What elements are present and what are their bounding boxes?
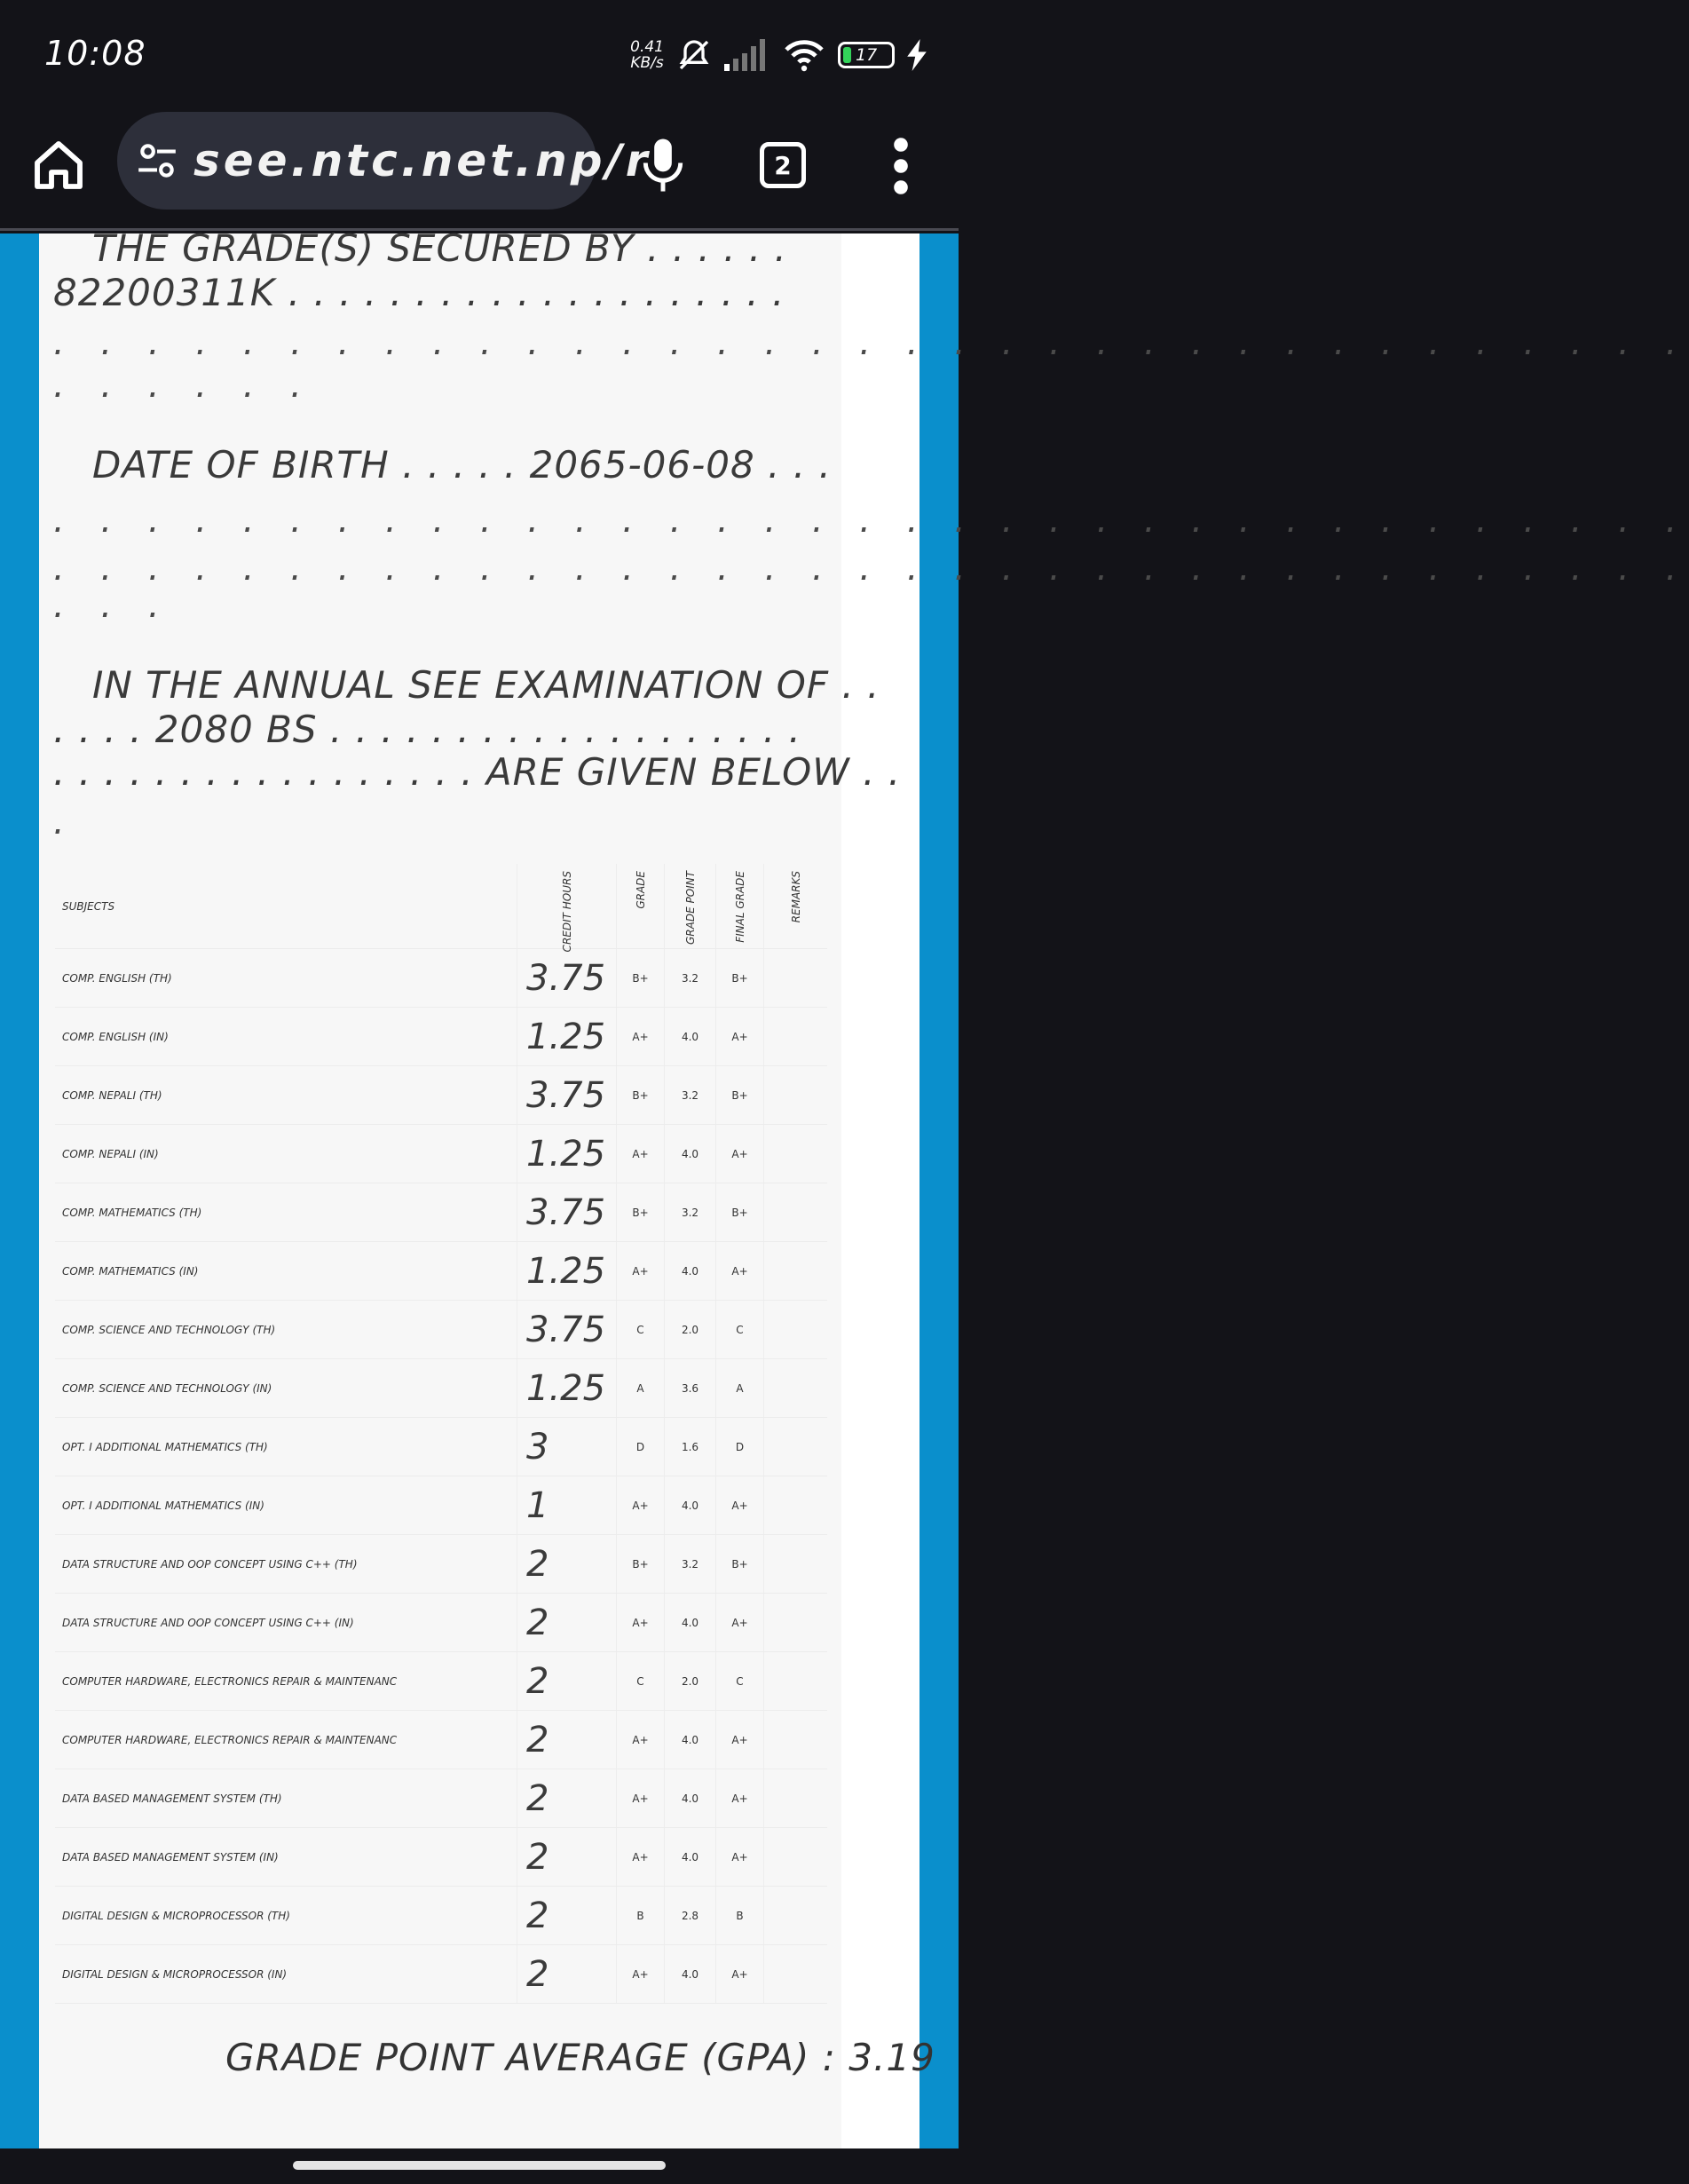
table-body <box>55 949 827 2004</box>
credit-hours-cell: 2 <box>517 1535 616 1593</box>
gpa-summary: GRADE POINT AVERAGE (GPA) : 3.19 <box>225 2036 935 2079</box>
url-text[interactable]: see.ntc.net.np/r <box>193 135 651 186</box>
subject-cell: COMP. SCIENCE AND TECHNOLOGY (TH) <box>62 1323 276 1336</box>
credit-hours-cell: 1.25 <box>517 1125 616 1183</box>
grade-cell: D <box>616 1418 664 1476</box>
final-grade-cell: A+ <box>715 1242 763 1300</box>
grade-point-cell: 4.0 <box>664 1242 715 1300</box>
final-grade-cell: B <box>715 1887 763 1944</box>
final-grade-cell: B+ <box>715 1183 763 1241</box>
symbol-number-line: 82200311K . . . . . . . . . . . . . . . . . . . . <box>53 271 785 314</box>
charging-bolt-icon <box>907 39 927 71</box>
home-icon[interactable] <box>30 137 87 194</box>
remarks-cell <box>763 1594 827 1651</box>
remarks-cell <box>763 1828 827 1886</box>
subject-cell: COMP. ENGLISH (IN) <box>62 1030 169 1043</box>
grade-cell: B <box>616 1887 664 1944</box>
grade-cell: B+ <box>616 1183 664 1241</box>
subject-cell: DATA BASED MANAGEMENT SYSTEM (IN) <box>62 1850 279 1864</box>
final-grade-cell: A+ <box>715 1769 763 1827</box>
credit-hours-cell: 3.75 <box>517 1301 616 1358</box>
table-row <box>55 949 827 1008</box>
grade-point-cell: 1.6 <box>664 1418 715 1476</box>
subject-cell: COMP. ENGLISH (TH) <box>62 971 172 985</box>
remarks-cell <box>763 1301 827 1358</box>
credit-hours-cell: 2 <box>517 1769 616 1827</box>
header-subjects: SUBJECTS <box>62 899 115 913</box>
dots-line: . . . . . . . . . . . . . . . . . . . . . . . . . . . . . . . . . . . <box>53 322 1689 363</box>
subject-cell: OPT. I ADDITIONAL MATHEMATICS (TH) <box>62 1440 268 1453</box>
grade-point-cell: 2.8 <box>664 1887 715 1944</box>
header-grade-point-cell <box>664 864 715 948</box>
signal-icon <box>724 39 770 71</box>
final-grade-cell: B+ <box>715 1066 763 1124</box>
dots-line: . . . . . . . . . . . . . . . . . . . . . . . . . . . . . . . . . . . <box>53 500 1689 541</box>
remarks-cell <box>763 1652 827 1710</box>
date-of-birth-line: DATE OF BIRTH . . . . . 2065-06-08 . . . <box>92 443 832 487</box>
notifications-off-icon <box>676 37 712 73</box>
table-row <box>55 1418 827 1476</box>
subject-cell: DIGITAL DESIGN & MICROPROCESSOR (IN) <box>62 1967 288 1981</box>
subject-cell: DATA STRUCTURE AND OOP CONCEPT USING C++ (IN) <box>62 1616 354 1629</box>
subject-cell: DIGITAL DESIGN & MICROPROCESSOR (TH) <box>62 1909 290 1922</box>
credit-hours-cell: 2 <box>517 1711 616 1769</box>
final-grade-cell: A+ <box>715 1711 763 1769</box>
grade-point-cell: 2.0 <box>664 1652 715 1710</box>
credit-hours-cell: 1.25 <box>517 1008 616 1065</box>
dots-line: . <box>53 802 77 843</box>
page-info-icon[interactable] <box>135 138 179 183</box>
tab-count: 2 <box>774 150 792 180</box>
remarks-cell <box>763 1359 827 1417</box>
table-row <box>55 1769 827 1828</box>
final-grade-cell: A+ <box>715 1008 763 1065</box>
dots-line: . . . <box>53 585 172 626</box>
header-grade-cell <box>616 864 664 948</box>
remarks-cell <box>763 1242 827 1300</box>
grade-point-cell: 4.0 <box>664 1008 715 1065</box>
final-grade-cell: C <box>715 1652 763 1710</box>
credit-hours-cell: 3 <box>517 1418 616 1476</box>
table-row <box>55 1008 827 1066</box>
header-final-grade-cell <box>715 864 763 948</box>
grade-cell: A <box>616 1359 664 1417</box>
system-navigation-bar <box>0 2148 959 2184</box>
header-grade: GRADE <box>634 871 647 909</box>
table-header-row <box>55 864 827 953</box>
table-row <box>55 1887 827 1945</box>
grade-point-cell: 4.0 <box>664 1828 715 1886</box>
remarks-cell <box>763 1066 827 1124</box>
remarks-cell <box>763 1125 827 1183</box>
remarks-cell <box>763 1418 827 1476</box>
remarks-cell <box>763 949 827 1007</box>
credit-hours-cell: 1.25 <box>517 1359 616 1417</box>
header-final-grade: FINAL GRADE <box>733 871 746 943</box>
status-time: 10:08 <box>44 34 146 73</box>
credit-hours-cell: 2 <box>517 1887 616 1944</box>
grade-point-cell: 3.6 <box>664 1359 715 1417</box>
result-card <box>39 226 1689 2148</box>
subject-cell: COMP. NEPALI (TH) <box>62 1088 162 1102</box>
network-speed-value: 0.41 <box>630 38 664 56</box>
remarks-cell <box>763 1008 827 1065</box>
credit-hours-cell: 2 <box>517 1594 616 1651</box>
table-row <box>55 1945 827 2004</box>
network-speed <box>630 39 664 71</box>
table-row <box>55 1828 827 1887</box>
credit-hours-cell: 1.25 <box>517 1242 616 1300</box>
battery-fill <box>843 47 851 63</box>
table-row <box>55 1301 827 1359</box>
grade-cell: A+ <box>616 1008 664 1065</box>
grade-cell: A+ <box>616 1594 664 1651</box>
wifi-icon <box>783 37 825 73</box>
subject-cell: DATA BASED MANAGEMENT SYSTEM (TH) <box>62 1792 282 1805</box>
subject-cell: OPT. I ADDITIONAL MATHEMATICS (IN) <box>62 1499 264 1512</box>
tab-switcher-button[interactable] <box>760 142 806 188</box>
subject-cell: COMP. SCIENCE AND TECHNOLOGY (IN) <box>62 1381 272 1395</box>
status-icons <box>630 36 927 75</box>
table-row <box>55 1652 827 1711</box>
exam-year-line: . . . . 2080 BS . . . . . . . . . . . . . . . . . . . <box>53 708 801 751</box>
final-grade-cell: A+ <box>715 1125 763 1183</box>
grade-point-cell: 3.2 <box>664 1066 715 1124</box>
final-grade-cell: B+ <box>715 949 763 1007</box>
microphone-icon[interactable] <box>641 137 685 194</box>
grade-cell: A+ <box>616 1945 664 2003</box>
grade-cell: C <box>616 1301 664 1358</box>
subject-cell: COMP. MATHEMATICS (TH) <box>62 1206 202 1219</box>
subject-cell: COMP. NEPALI (IN) <box>62 1147 159 1160</box>
subject-cell: DATA STRUCTURE AND OOP CONCEPT USING C++ (TH) <box>62 1557 358 1571</box>
credit-hours-cell: 2 <box>517 1945 616 2003</box>
grade-cell: A+ <box>616 1828 664 1886</box>
header-remarks: REMARKS <box>789 871 802 923</box>
given-below-line: . . . . . . . . . . . . . . . . . ARE GIVEN BELOW . . <box>53 750 902 794</box>
credit-hours-cell: 3.75 <box>517 949 616 1007</box>
grade-table <box>55 864 827 2004</box>
credit-hours-cell: 2 <box>517 1652 616 1710</box>
grade-point-cell: 4.0 <box>664 1711 715 1769</box>
subject-cell: COMPUTER HARDWARE, ELECTRONICS REPAIR & MAINTENANC <box>62 1674 398 1688</box>
remarks-cell <box>763 1183 827 1241</box>
credit-hours-cell: 2 <box>517 1828 616 1886</box>
grade-point-cell: 4.0 <box>664 1125 715 1183</box>
grade-cell: A+ <box>616 1476 664 1534</box>
web-page[interactable] <box>0 226 1689 2148</box>
remarks-cell <box>763 1711 827 1769</box>
subject-cell: COMPUTER HARDWARE, ELECTRONICS REPAIR & MAINTENANC <box>62 1733 398 1746</box>
grade-point-cell: 4.0 <box>664 1476 715 1534</box>
remarks-cell <box>763 1535 827 1593</box>
final-grade-cell: A <box>715 1359 763 1417</box>
table-row <box>55 1242 827 1301</box>
grade-cell: A+ <box>616 1125 664 1183</box>
network-speed-unit: KB/s <box>630 54 664 72</box>
final-grade-cell: D <box>715 1418 763 1476</box>
grade-cell: A+ <box>616 1769 664 1827</box>
remarks-cell <box>763 1887 827 1944</box>
table-row <box>55 1594 827 1652</box>
grade-cell: B+ <box>616 1535 664 1593</box>
url-bar[interactable] <box>117 112 651 210</box>
final-grade-cell: A+ <box>715 1594 763 1651</box>
header-remarks-cell <box>763 864 827 948</box>
dots-line: . . . . . . <box>53 365 314 406</box>
battery-indicator <box>838 42 895 68</box>
credit-hours-cell: 3.75 <box>517 1183 616 1241</box>
final-grade-cell: A+ <box>715 1476 763 1534</box>
remarks-cell <box>763 1769 827 1827</box>
subject-cell: COMP. MATHEMATICS (IN) <box>62 1264 199 1278</box>
grade-cell: C <box>616 1652 664 1710</box>
header-credit-hours-cell <box>517 864 616 953</box>
remarks-cell <box>763 1945 827 2003</box>
battery-level: 17 <box>856 45 878 65</box>
credit-hours-cell: 3.75 <box>517 1066 616 1124</box>
grade-point-cell: 3.2 <box>664 1183 715 1241</box>
table-row <box>55 1183 827 1242</box>
grade-point-cell: 4.0 <box>664 1769 715 1827</box>
grade-point-cell: 2.0 <box>664 1301 715 1358</box>
status-bar <box>0 0 959 107</box>
dots-line: . . . . . . . . . . . . . . . . . . . . . . . . . . . . . . . . . . . <box>53 548 1689 589</box>
table-row <box>55 1125 827 1183</box>
exam-line: IN THE ANNUAL SEE EXAMINATION OF . . <box>92 663 880 707</box>
grade-point-cell: 4.0 <box>664 1945 715 2003</box>
more-vert-icon[interactable] <box>888 137 914 195</box>
browser-toolbar <box>0 107 959 231</box>
grade-cell: B+ <box>616 949 664 1007</box>
grade-secured-line: THE GRADE(S) SECURED BY . . . . . . <box>92 226 787 270</box>
table-row <box>55 1476 827 1535</box>
grade-point-cell: 4.0 <box>664 1594 715 1651</box>
header-grade-point: GRADE POINT <box>683 871 697 946</box>
gesture-handle[interactable] <box>293 2161 666 2170</box>
final-grade-cell: A+ <box>715 1945 763 2003</box>
grade-point-cell: 3.2 <box>664 949 715 1007</box>
header-credit-hours: CREDIT HOURS <box>560 871 573 953</box>
table-row <box>55 1359 827 1418</box>
grade-cell: B+ <box>616 1066 664 1124</box>
remarks-cell <box>763 1476 827 1534</box>
final-grade-cell: C <box>715 1301 763 1358</box>
final-grade-cell: A+ <box>715 1828 763 1886</box>
grade-point-cell: 3.2 <box>664 1535 715 1593</box>
table-row <box>55 1066 827 1125</box>
grade-cell: A+ <box>616 1711 664 1769</box>
table-row <box>55 1711 827 1769</box>
credit-hours-cell: 1 <box>517 1476 616 1534</box>
final-grade-cell: B+ <box>715 1535 763 1593</box>
grade-cell: A+ <box>616 1242 664 1300</box>
table-row <box>55 1535 827 1594</box>
